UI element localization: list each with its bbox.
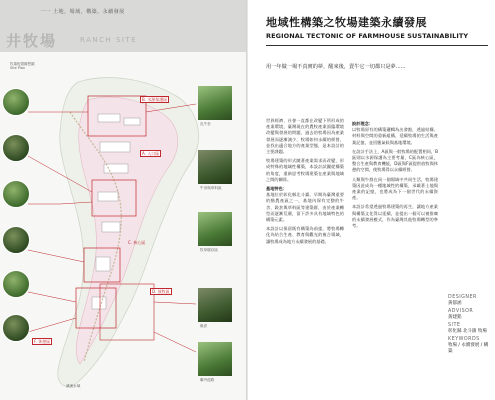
legend-line: Site Plan bbox=[10, 66, 26, 70]
zone-tag: B. 水源保護區 bbox=[142, 97, 168, 102]
credit-value: 黃建銘 bbox=[448, 315, 462, 320]
credit-label: DESIGNER bbox=[448, 295, 477, 300]
credit-label: KEYWORDS bbox=[448, 337, 480, 342]
site-photo bbox=[198, 86, 232, 120]
credit-value: 黃郁涵 bbox=[448, 301, 462, 306]
intro-quote: 用一年做一場不真實的夢，醒來後，賣牛它一切都只是夢...... bbox=[266, 64, 406, 70]
left-header-band bbox=[0, 0, 247, 52]
body-paragraph: 本設計希望透過牧場建築的再生，讓地方產業與構築文化得以延續，並提出一個可以被推廣的永續發展模式，作為臺灣其他牧場轉型的參考。 bbox=[352, 204, 438, 229]
site-photo-thumbnail bbox=[2, 270, 30, 298]
title-divider bbox=[266, 45, 488, 46]
left-caption: 一一 土地，場域，構築，永續發展 bbox=[40, 9, 125, 15]
left-title-en: RANCH SITE bbox=[80, 36, 138, 44]
legend-line: 牧場配置構想圖 bbox=[10, 62, 35, 66]
site-photo-thumbnail bbox=[2, 226, 30, 254]
body-paragraph: 人類與牛群在同一個場域中共同生活，牧場建築因此成為一種地域性的構築，承載著土地與產業的記憶，也將成為下一個世代的永續資產。 bbox=[352, 176, 438, 201]
site-photo-thumbnail bbox=[2, 88, 30, 116]
body-paragraph: 本設計以保留既有構築為前提，將牧場轉化為結合生產、教育與觀光的複合場域，讓牧場成為地方永續發展的基礎。 bbox=[266, 226, 344, 244]
photo-caption: 穀倉 bbox=[200, 324, 208, 328]
site-photo bbox=[198, 288, 232, 322]
photo-caption: 牧草儲存區 bbox=[200, 248, 218, 252]
text-column bbox=[266, 118, 344, 248]
zone-tag: F. 休憩區 bbox=[34, 339, 51, 344]
credit-label: SITE bbox=[448, 323, 461, 328]
page-title: 地域性構築之牧場建築永續發展 bbox=[266, 16, 427, 29]
site-photo bbox=[198, 342, 232, 376]
credit-value: 彰化縣 北斗鎮 牧場 bbox=[448, 329, 487, 334]
site-photo bbox=[198, 150, 232, 184]
credit-label: ADVISOR bbox=[448, 309, 474, 314]
site-photo-thumbnail bbox=[2, 134, 30, 162]
body-paragraph: 以牧場原有的構築邏輯為出發點，透過結構、材料與空間的重新組構，延續牧場的生活與產業記憶，並回應氣候與基地環境。 bbox=[352, 127, 438, 145]
site-photo-thumbnail bbox=[2, 180, 30, 208]
section-heading: 基地特色： bbox=[266, 186, 287, 192]
site-plan-map bbox=[0, 52, 247, 400]
site-photo-thumbnail bbox=[2, 314, 30, 342]
left-title: 井牧場 bbox=[6, 32, 58, 50]
zone-tag: D. 放牧區 bbox=[152, 289, 170, 294]
credits-block bbox=[448, 292, 492, 356]
photo-caption: 溪流水域 bbox=[66, 384, 81, 388]
right-page bbox=[248, 0, 495, 400]
left-page bbox=[0, 0, 247, 400]
body-paragraph: 基地位於彰化縣北斗鎮，早期為臺灣重要的酪農產區之一，基地內保有完整的牛舍、穀倉與草料區等建築群，由於產業轉型而逐漸荒廢，留下許多具有地域特色的構築元素。 bbox=[266, 192, 344, 223]
body-paragraph: 牧場建築的形式隨著產業需求而改變，形成特殊的地域性構築，本設計試圖從構築的角度，重新思考牧場建築在產業與地域之間的關係。 bbox=[266, 158, 344, 182]
page-title-en: REGIONAL TECTONIC OF FARMHOUSE SUSTAINABILITY bbox=[266, 32, 469, 40]
text-column bbox=[352, 118, 438, 232]
site-photo bbox=[198, 212, 232, 246]
photo-caption: 聯外道路 bbox=[200, 378, 215, 382]
body-paragraph: 世界經濟、社會一直都在改變下所形成的產業環境，臺灣現在的農牧產業面臨環境改變與發展的問題，過去的牧場因為產業發展而逐漸減少，牧場如何永續的經營，並找出適合地方的產業型態，是本設計的主要課題。 bbox=[266, 118, 344, 155]
zone-tag: A. 入口區 bbox=[142, 151, 160, 156]
credit-value: 牧場 / 永續發展 / 構築 bbox=[448, 343, 489, 354]
body-paragraph: 在設計手法上，A區與一般牧場的配置相同，B區則以水源保護為主要考量，C區為核心區，整合生產與教育機能，D區與F區提供放牧與休憩的空間，使牧場得以永續經營。 bbox=[352, 148, 438, 173]
photo-caption: 牛舍與草料區 bbox=[200, 186, 222, 190]
zone-tag: C. 核心區 bbox=[128, 240, 146, 245]
photo-caption: 乳牛舍 bbox=[200, 122, 211, 126]
section-heading: 設計理念： bbox=[352, 121, 373, 126]
